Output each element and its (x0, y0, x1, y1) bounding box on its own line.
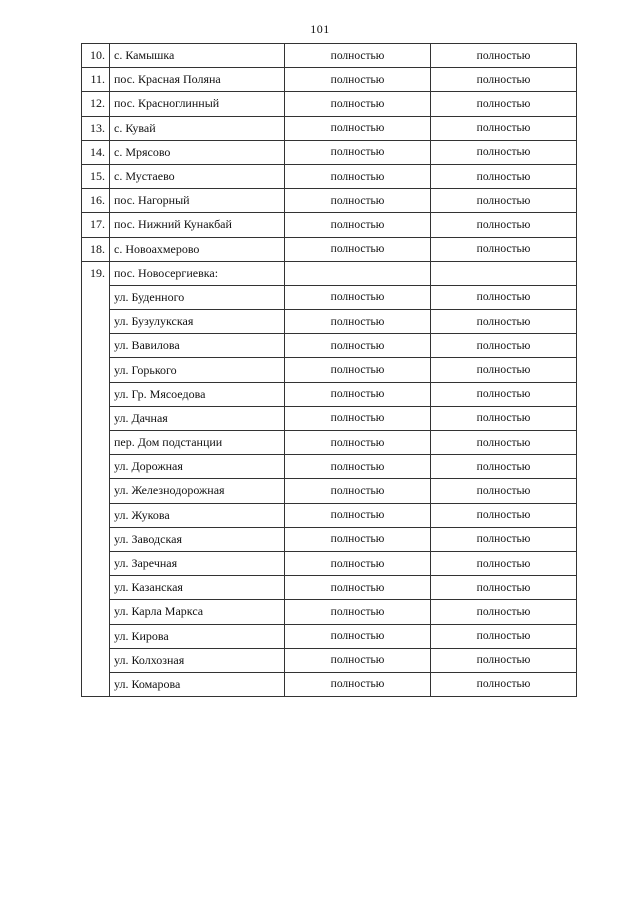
coverage-column-1: полностью (285, 140, 431, 164)
locality-name: пос. Красная Поляна (110, 68, 285, 92)
coverage-column-1: полностью (285, 551, 431, 575)
row-number: 10. (82, 44, 110, 68)
row-number: 14. (82, 140, 110, 164)
coverage-column-1: полностью (285, 600, 431, 624)
table-row (82, 285, 577, 309)
coverage-column-2: полностью (431, 68, 577, 92)
locality-name: с. Новоахмерово (110, 237, 285, 261)
coverage-column-2: полностью (431, 382, 577, 406)
table-row (82, 116, 577, 140)
coverage-column-2: полностью (431, 310, 577, 334)
row-number (82, 406, 110, 430)
row-number (82, 334, 110, 358)
coverage-column-2: полностью (431, 600, 577, 624)
coverage-column-1 (285, 261, 431, 285)
row-number: 11. (82, 68, 110, 92)
locality-name: ул. Железнодорожная (110, 479, 285, 503)
locality-name: с. Мустаево (110, 164, 285, 188)
row-number (82, 479, 110, 503)
locality-name: пос. Нижний Кунакбай (110, 213, 285, 237)
row-number: 13. (82, 116, 110, 140)
table-row (82, 455, 577, 479)
row-number (82, 672, 110, 696)
coverage-column-1: полностью (285, 648, 431, 672)
row-number (82, 600, 110, 624)
locality-name: ул. Колхозная (110, 648, 285, 672)
locality-name: с. Кувай (110, 116, 285, 140)
coverage-column-2: полностью (431, 44, 577, 68)
table-row (82, 624, 577, 648)
locality-name: ул. Комарова (110, 672, 285, 696)
row-number (82, 431, 110, 455)
coverage-column-1: полностью (285, 285, 431, 309)
coverage-column-1: полностью (285, 503, 431, 527)
locality-name: пос. Нагорный (110, 189, 285, 213)
row-number (82, 648, 110, 672)
table-row (82, 406, 577, 430)
table-row (82, 261, 577, 285)
row-number: 15. (82, 164, 110, 188)
table-row (82, 648, 577, 672)
coverage-column-2: полностью (431, 551, 577, 575)
coverage-column-1: полностью (285, 237, 431, 261)
coverage-column-1: полностью (285, 189, 431, 213)
table-row (82, 44, 577, 68)
table-row (82, 164, 577, 188)
locality-name: ул. Буденного (110, 285, 285, 309)
table-row (82, 237, 577, 261)
table-row (82, 334, 577, 358)
row-number (82, 310, 110, 334)
locality-name: с. Камышка (110, 44, 285, 68)
row-number: 18. (82, 237, 110, 261)
coverage-column-1: полностью (285, 358, 431, 382)
table-row (82, 140, 577, 164)
row-number (82, 285, 110, 309)
coverage-column-2: полностью (431, 213, 577, 237)
coverage-column-1: полностью (285, 68, 431, 92)
coverage-column-1: полностью (285, 576, 431, 600)
coverage-column-1: полностью (285, 406, 431, 430)
coverage-column-1: полностью (285, 334, 431, 358)
coverage-column-2: полностью (431, 479, 577, 503)
row-number (82, 503, 110, 527)
coverage-column-1: полностью (285, 624, 431, 648)
coverage-column-1: полностью (285, 455, 431, 479)
coverage-column-2: полностью (431, 455, 577, 479)
locality-name: с. Мрясово (110, 140, 285, 164)
table-row (82, 213, 577, 237)
locality-name: ул. Горького (110, 358, 285, 382)
coverage-column-1: полностью (285, 672, 431, 696)
page-number: 101 (310, 22, 330, 36)
locality-name: ул. Дорожная (110, 455, 285, 479)
table-row (82, 189, 577, 213)
locality-name: ул. Вавилова (110, 334, 285, 358)
table-row (82, 358, 577, 382)
table-body (82, 44, 577, 697)
locality-name: пер. Дом подстанции (110, 431, 285, 455)
coverage-column-2: полностью (431, 116, 577, 140)
table-row (82, 551, 577, 575)
row-number (82, 551, 110, 575)
coverage-column-1: полностью (285, 164, 431, 188)
locality-name: ул. Кирова (110, 624, 285, 648)
row-number: 19. (82, 261, 110, 285)
locality-name: пос. Красноглинный (110, 92, 285, 116)
locality-name: ул. Жукова (110, 503, 285, 527)
coverage-column-2: полностью (431, 576, 577, 600)
table-row (82, 92, 577, 116)
row-number: 17. (82, 213, 110, 237)
row-number (82, 527, 110, 551)
locality-name: ул. Бузулукская (110, 310, 285, 334)
locality-name: ул. Гр. Мясоедова (110, 382, 285, 406)
coverage-column-2: полностью (431, 503, 577, 527)
coverage-column-2: полностью (431, 164, 577, 188)
coverage-column-2: полностью (431, 527, 577, 551)
coverage-column-1: полностью (285, 431, 431, 455)
locality-name: ул. Заводская (110, 527, 285, 551)
table-row (82, 527, 577, 551)
locality-table (81, 43, 577, 697)
coverage-column-2: полностью (431, 406, 577, 430)
row-number (82, 576, 110, 600)
table-row (82, 576, 577, 600)
coverage-column-2: полностью (431, 237, 577, 261)
coverage-column-2: полностью (431, 624, 577, 648)
coverage-column-1: полностью (285, 44, 431, 68)
locality-name: ул. Заречная (110, 551, 285, 575)
coverage-column-2: полностью (431, 672, 577, 696)
coverage-column-2: полностью (431, 358, 577, 382)
row-number (82, 358, 110, 382)
coverage-column-2: полностью (431, 140, 577, 164)
coverage-column-1: полностью (285, 527, 431, 551)
table-row (82, 479, 577, 503)
table-row (82, 382, 577, 406)
coverage-column-2: полностью (431, 648, 577, 672)
table-row (82, 503, 577, 527)
row-number (82, 624, 110, 648)
table-row (82, 600, 577, 624)
coverage-column-2: полностью (431, 285, 577, 309)
coverage-column-1: полностью (285, 382, 431, 406)
locality-name: ул. Казанская (110, 576, 285, 600)
row-number: 16. (82, 189, 110, 213)
table-row (82, 672, 577, 696)
table-row (82, 431, 577, 455)
table-row (82, 68, 577, 92)
coverage-column-2: полностью (431, 92, 577, 116)
row-number: 12. (82, 92, 110, 116)
coverage-column-2: полностью (431, 189, 577, 213)
coverage-column-2: полностью (431, 334, 577, 358)
coverage-column-1: полностью (285, 479, 431, 503)
row-number (82, 455, 110, 479)
coverage-column-1: полностью (285, 310, 431, 334)
coverage-column-1: полностью (285, 92, 431, 116)
coverage-column-1: полностью (285, 116, 431, 140)
coverage-column-2: полностью (431, 431, 577, 455)
locality-name: ул. Дачная (110, 406, 285, 430)
locality-name: ул. Карла Маркса (110, 600, 285, 624)
row-number (82, 382, 110, 406)
coverage-column-1: полностью (285, 213, 431, 237)
coverage-column-2 (431, 261, 577, 285)
table-row (82, 310, 577, 334)
locality-name: пос. Новосергиевка: (110, 261, 285, 285)
